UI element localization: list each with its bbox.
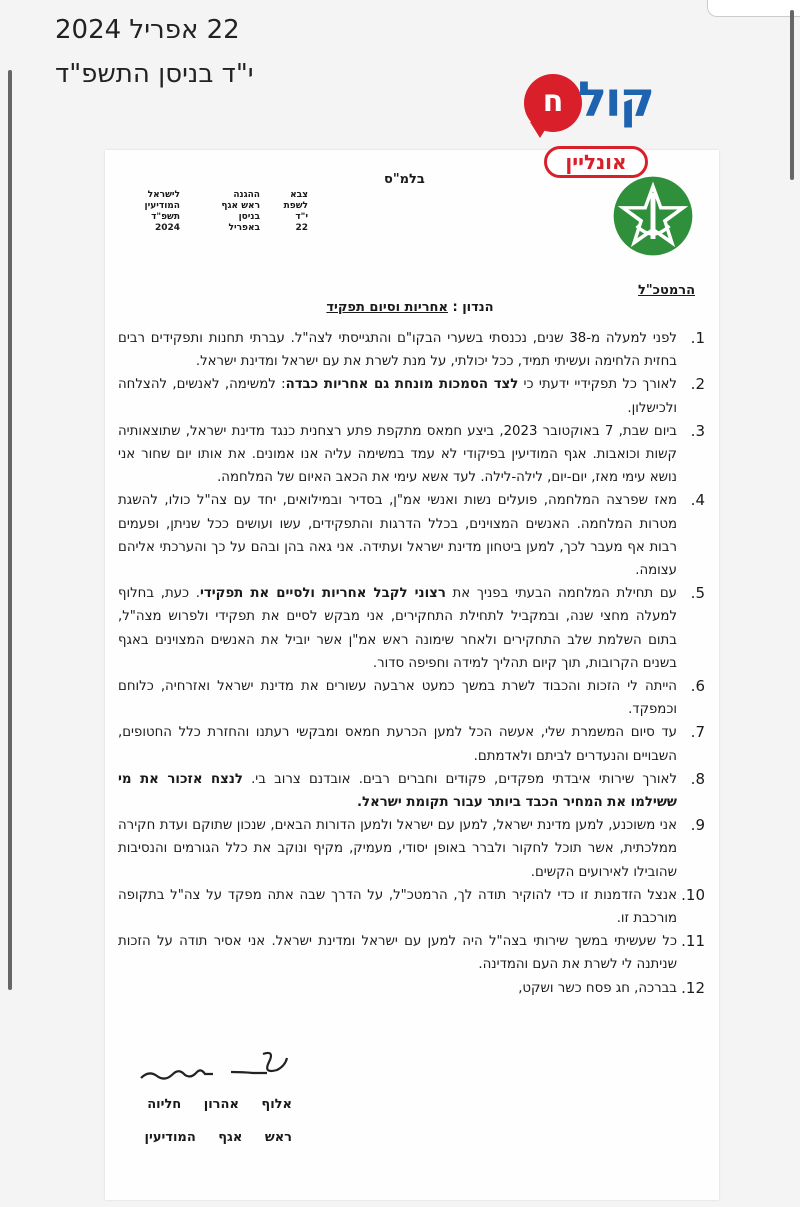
paragraph-item (118, 977, 705, 1000)
kol-chai-online-logo (520, 70, 653, 180)
subject-line (300, 300, 520, 315)
paragraph-text (118, 373, 677, 419)
paragraph-item (118, 373, 705, 419)
paragraph-bold-text: לנצח אזכור את מי ששילמו את המחיר הכבד ביותר עבור תקומת ישראל. (118, 771, 677, 811)
paragraph-text (118, 420, 677, 490)
paragraph-number: 4. (690, 491, 705, 510)
paragraph-number: 6. (690, 677, 705, 696)
paragraph-number: 7. (690, 723, 705, 742)
header-cell: המודיעין (144, 201, 180, 211)
scrollbar-right[interactable] (790, 10, 794, 180)
paragraph-bold-text: לצד הסמכות מונחת גם אחריות כבדה (285, 377, 519, 393)
paragraph-number: 1. (690, 329, 705, 347)
logo-bubble-tail (530, 122, 550, 138)
paragraph-text-run: לפני למעלה מ-38 שנים, נכנסתי בשערי הבקו"ם והתגייסתי לצה"ל. עברתי תחנות ותפקידים רבים בחזית הלחימה ועשיתי תמיד, ככל יכולתי, על מנת לשרת את עם ישראל ומדינת ישראל. (118, 331, 677, 370)
paragraph-text-run: כל שעשיתי במשך שירותי בצה"ל היה למען עם ישראל ומדינת ישראל. אני אסיר תודה על הזכות שניתנה לי לשרת את העם והמדינה. (118, 934, 677, 973)
header-cell: 22 (295, 223, 308, 233)
paragraph-text (118, 582, 677, 675)
subject-prefix: הנדון : (447, 300, 494, 315)
paragraph-number: 9. (690, 816, 705, 835)
paragraph-text (118, 721, 677, 767)
paragraph-item (118, 814, 705, 884)
hebrew-date: י"ד בניסן התשפ"ד (55, 59, 254, 89)
header-col-2 (221, 190, 260, 234)
header-cell: לשפת (283, 201, 308, 211)
paragraph-number: 10. (681, 885, 705, 904)
paragraph-text (118, 489, 677, 582)
paragraph-item (118, 675, 705, 721)
paragraph-text (118, 930, 677, 976)
header-dates (55, 8, 254, 96)
classification-label: בלמ"ס (384, 172, 425, 187)
paragraph-number: 3. (690, 421, 705, 440)
paragraph-text-run: : למשימה, לאנשים, להצלחה ולכישלון. (118, 377, 677, 416)
gregorian-date: 22 אפריל 2024 (55, 15, 240, 45)
logo-online-badge: אונליין (544, 146, 648, 178)
paragraph-text-run: מאז שפרצה המלחמה, פועלים נשות ואנשי אמ"ן, בסדיר ובמילואים, יחד עם צה"ל כולו, להשגת מטרות המלחמה. האנשים המצוינים, בכלל הדרגות והתפקידים, עשו ועושים ככל שניתן, ופעמים רבות אף מעבר לכך, למען ביטחון מדינת ישראל ועתידה. אני גאה בהן ובהם על כך והערכתי אליהם עצומה. (118, 493, 677, 579)
header-cell: ראש אגף (221, 201, 260, 211)
paragraph-text-run: אנצל הזדמנות זו כדי להוקיר תודה לך, הרמטכ"ל, על הדרך שבה אתה מפקד על צה"ל בתקופה מורכבת זו. (118, 887, 677, 927)
header-cell: צבא (290, 190, 308, 200)
paragraph-number: 11. (681, 932, 705, 951)
paragraph-item (118, 768, 705, 814)
scrollbar-left[interactable] (8, 70, 12, 990)
paragraph-text-run: הייתה לי הזכות והכבוד לשרת במשך כמעט ארבעה עשורים את מדינת ישראל ואזרחיה, כלוחם וכמפקד. (118, 679, 677, 718)
paragraph-text-run: עד סיום המשמרת שלי, אעשה הכל למען הכרעת חמאס ומבקשי רעתנו והחזרת כלל החטופים, השבויים והנעדרים לביתם ולאדמתם. (118, 725, 677, 764)
header-cell: 2024 (154, 223, 180, 233)
paragraph-text-run: לאורך שירותי איבדתי מפקדים, פקודים וחברים רבים. אובדנם צרוב בי. (242, 771, 678, 787)
paragraph-text-run: בברכה, חג פסח כשר ושקט, (518, 980, 677, 996)
paragraph-number: 8. (690, 769, 705, 788)
addressee: הרמטכ"ל (638, 283, 695, 298)
subject-title: אחריות וסיום תפקיד (326, 300, 448, 315)
header-col-1 (284, 190, 308, 234)
idf-emblem-icon (612, 175, 694, 257)
paragraph-item (118, 327, 705, 373)
paragraph-text (118, 768, 677, 814)
paragraph-text (118, 675, 677, 721)
signer-name: אלוף אהרון חליוה (147, 1097, 292, 1112)
paragraph-text (118, 884, 677, 930)
paragraph-item (118, 582, 705, 675)
logo-chet-letter: ח (542, 84, 564, 119)
header-cell: באפריל (228, 223, 260, 233)
paragraph-text-run: לאורך כל תפקידיי ידעתי כי (518, 377, 677, 393)
paragraph-item (118, 420, 705, 490)
handwritten-signature (135, 1048, 295, 1088)
paragraph-item (118, 489, 705, 582)
window-tab-corner (707, 0, 800, 17)
header-cell: תשפ"ד (151, 212, 180, 222)
paragraph-text (118, 977, 677, 1000)
header-cell: לישראל (147, 190, 180, 200)
header-cell: י"ד (295, 212, 308, 222)
paragraph-number: 2. (690, 375, 705, 394)
paragraph-text-run: אני משוכנע, למען מדינת ישראל, למען עם ישראל ולמען הדורות הבאים, שנכון שתוקם ועדת חקירה ממלכתית, אשר תוכל לחקור ולברר באופן יסודי, מעמיק, מקיף ונוקב את כלל הגורמים והנסיבות שהובילו לאירועים הקשים. (118, 818, 677, 880)
header-col-3 (145, 190, 180, 234)
signer-role: ראש אגף המודיעין (144, 1130, 292, 1145)
paragraph-item (118, 930, 705, 976)
paragraph-text-run: עם תחילת המלחמה הבעתי בפניך את (445, 586, 677, 602)
paragraph-text-run: . כעת, בחלוף למעלה מחצי שנה, ובמקביל לתחילת התחקירים, אני מבקש לסיים את תפקידי ולפרוש מצה"ל, בתום השלמת שלב התחקירים ולאחר שימונה ראש אמ"ן אשר יוביל את האנשים המצוינים באגף בשנים הקרובות, תוך קיום תהליך למידה וחפיפה סדור. (118, 586, 677, 671)
paragraph-item (118, 721, 705, 767)
paragraph-text-run: ביום שבת, 7 באוקטובר 2023, ביצע חמאס מתקפת פתע רצחנית כנגד מדינת ישראל, שתוצאותיה קשות וכואבות. אגף המודיעין בפיקודי לא עמד במשימה עליה אנו אמונים. את אותו יום שחור אני נושא עימי מאז, יום-יום, לילה-לילה. לעד אשא עימי את הכאב האיום של המלחמה. (118, 423, 677, 486)
header-cell: בניסן (238, 212, 260, 222)
paragraph-item (118, 884, 705, 930)
paragraph-text (118, 814, 677, 884)
paragraph-text (118, 327, 677, 373)
header-cell: ההגנה (233, 190, 260, 200)
letter-body (118, 327, 705, 1000)
logo-kol-text: קול (578, 72, 653, 128)
paragraph-bold-text: רצוני לקבל אחריות ולסיים את תפקידי (200, 586, 446, 602)
paragraph-number: 5. (690, 584, 705, 603)
paragraph-number: 12. (681, 978, 705, 997)
